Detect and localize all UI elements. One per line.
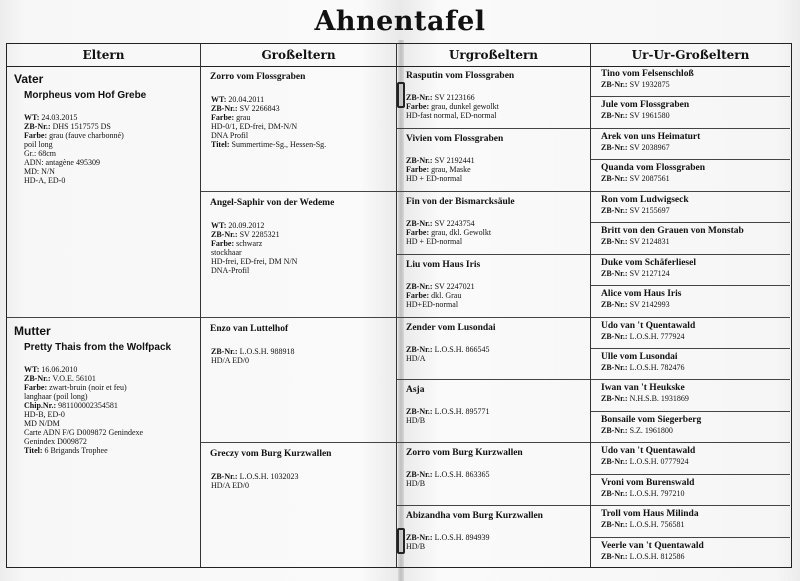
detail-value: L.O.S.H. 866545	[432, 344, 490, 354]
detail-line	[24, 365, 200, 374]
detail-line	[406, 219, 590, 228]
detail-value: SV 2127124	[627, 268, 670, 278]
detail-line	[211, 95, 396, 104]
detail-value: 6 Brigands Trophee	[42, 445, 108, 455]
detail-value: L.O.S.H. 1032023	[237, 472, 299, 482]
parent-role: Vater	[14, 72, 44, 86]
detail-line	[601, 363, 790, 372]
detail-key: ZB-Nr.:	[406, 218, 433, 228]
detail-line	[24, 158, 200, 167]
detail-line	[406, 354, 590, 363]
dog-name: Zorro vom Burg Kurzwallen	[406, 448, 523, 459]
dog-name: Vroni vom Burenswald	[601, 477, 695, 488]
dog-name: Zorro vom Flossgraben	[210, 72, 306, 82]
dog-name: Ron vom Ludwigseck	[601, 194, 689, 205]
detail-value: HD/A ED/0	[211, 481, 249, 491]
detail-line	[211, 140, 396, 149]
detail-value: HD + ED-normal	[406, 173, 463, 183]
dog-name: Vivien vom Flossgraben	[406, 133, 504, 144]
detail-key: ZB-Nr.:	[601, 425, 628, 435]
detail-key: Titel:	[211, 140, 230, 149]
pedigree-cell	[591, 349, 790, 380]
detail-line	[601, 174, 790, 183]
detail-line	[211, 248, 396, 257]
detail-block	[210, 347, 396, 365]
detail-value: L.O.S.H. 782476	[627, 362, 685, 372]
detail-line	[601, 300, 790, 309]
pedigree-cell	[7, 66, 200, 318]
detail-value: SV 2142993	[627, 300, 670, 310]
detail-line	[24, 122, 200, 131]
detail-line	[406, 111, 590, 120]
detail-line	[601, 111, 790, 120]
detail-value: L.O.S.H. 0777924	[627, 457, 689, 467]
pedigree-cell	[397, 506, 590, 569]
dog-name: Arek von uns Heimaturt	[601, 131, 701, 142]
detail-value: SV 2038967	[627, 142, 670, 152]
detail-key: WT:	[211, 95, 227, 104]
detail-value: Carte ADN F/G D009872 Genindexe	[24, 427, 144, 437]
pedigree-cell	[591, 129, 790, 160]
detail-line	[24, 176, 200, 185]
detail-line	[24, 374, 200, 383]
detail-line	[211, 221, 396, 230]
detail-value: HD/B	[406, 542, 426, 552]
pedigree-cell	[397, 380, 590, 443]
detail-value: SV 2285321	[237, 229, 280, 239]
detail-value: HD-B, ED-0	[24, 409, 65, 419]
dog-name: Udo van 't Quentawald	[601, 446, 696, 457]
detail-value: langhaar (poil long)	[24, 391, 88, 401]
pedigree-cell	[397, 66, 590, 129]
detail-key: ZB-Nr.:	[24, 373, 51, 383]
detail-value: grau, dunkel gewolkt	[429, 102, 499, 111]
detail-value: L.O.S.H. 895771	[432, 407, 490, 417]
detail-value: L.O.S.H. 894939	[432, 533, 490, 543]
detail-line	[406, 345, 590, 354]
detail-key: ZB-Nr.:	[601, 394, 628, 404]
detail-key: ZB-Nr.:	[211, 472, 238, 482]
pedigree-cell	[591, 286, 790, 317]
dog-name: Enzo van Luttelhof	[210, 323, 289, 334]
detail-key: ZB-Nr.:	[24, 122, 51, 131]
header-grandparents: Großeltern	[201, 44, 396, 67]
dog-name: Britt von den Grauen von Monstab	[601, 226, 744, 237]
detail-value: V.O.E. 56101	[50, 373, 96, 383]
pedigree-cell	[397, 192, 590, 255]
pedigree-cell	[591, 318, 790, 349]
detail-value: L.O.S.H. 863365	[432, 470, 490, 480]
detail-key: ZB-Nr.:	[601, 205, 628, 215]
detail-line	[24, 419, 200, 428]
detail-value: HD + ED-normal	[406, 236, 463, 246]
detail-value: SV 1961580	[627, 111, 670, 121]
detail-value: SV 2266843	[237, 104, 280, 113]
detail-value: Gr.: 68cm	[24, 149, 56, 158]
detail-value: L.O.S.H. 756581	[627, 520, 685, 530]
detail-line	[24, 167, 200, 176]
column-parents	[7, 44, 200, 567]
detail-key: Titel:	[24, 445, 43, 455]
detail-key: Chip.Nr.:	[24, 400, 57, 410]
detail-line	[211, 131, 396, 140]
detail-line	[601, 394, 790, 403]
detail-line	[406, 165, 590, 174]
detail-line	[24, 446, 200, 455]
detail-key: Farbe:	[211, 113, 235, 122]
detail-value: SV 2247021	[432, 281, 475, 291]
detail-line	[211, 481, 396, 490]
detail-line	[406, 282, 590, 291]
pedigree-cell	[591, 223, 790, 254]
pedigree-table	[6, 43, 792, 568]
dog-name: Alice vom Haus Iris	[601, 289, 682, 300]
pedigree-cell	[397, 318, 590, 381]
detail-value: Summertime-Sg., Hessen-Sg.	[229, 140, 327, 149]
pedigree-cell	[591, 380, 790, 411]
detail-line	[601, 269, 790, 278]
pedigree-cell	[591, 160, 790, 191]
detail-key: ZB-Nr.:	[211, 104, 238, 113]
page-title: Ahnentafel	[314, 6, 486, 37]
detail-key: WT:	[24, 113, 40, 122]
dog-name: Quanda vom Flossgraben	[601, 163, 705, 174]
dog-name: Iwan van 't Heukske	[601, 383, 685, 394]
detail-key: ZB-Nr.:	[601, 488, 628, 498]
detail-key: ZB-Nr.:	[601, 300, 628, 310]
detail-key: ZB-Nr.:	[601, 551, 628, 561]
dog-name: Fin von der Bismarcksäule	[406, 196, 515, 207]
detail-value: 20.04.2011	[226, 95, 265, 104]
detail-value: SV 2192441	[432, 155, 475, 165]
detail-line	[406, 174, 590, 183]
detail-line	[601, 332, 790, 341]
detail-value: HD/A	[406, 353, 426, 363]
pedigree-cell	[591, 538, 790, 569]
detail-key: ZB-Nr.:	[601, 331, 628, 341]
detail-key: ZB-Nr.:	[601, 268, 628, 278]
detail-value: SV 2087561	[627, 174, 670, 184]
detail-key: ZB-Nr.:	[601, 80, 628, 89]
dog-name: Pretty Thais from the Wolfpack	[24, 341, 172, 353]
detail-value: MD: N/N	[24, 167, 55, 176]
pedigree-cell	[591, 443, 790, 474]
staple	[397, 82, 405, 108]
detail-value: S.Z. 1961800	[627, 425, 673, 435]
detail-line	[211, 122, 396, 131]
detail-line	[24, 437, 200, 446]
detail-key: ZB-Nr.:	[601, 111, 628, 121]
detail-key: ZB-Nr.:	[211, 229, 238, 239]
dog-name: Angel-Saphir von der Wedeme	[210, 197, 335, 208]
dog-name: Liu vom Haus Iris	[406, 259, 481, 270]
detail-line	[211, 347, 396, 356]
detail-value: HD/B	[406, 479, 426, 489]
detail-value: SV 2243754	[432, 218, 475, 228]
pedigree-cell	[591, 506, 790, 537]
detail-line	[211, 257, 396, 266]
pedigree-cell	[7, 318, 200, 570]
pedigree-cell	[201, 443, 396, 569]
header-great-grandparents: Urgroßeltern	[397, 44, 590, 67]
staple	[397, 528, 405, 554]
detail-key: WT:	[24, 364, 40, 374]
detail-value: grau, dkl. Gewolkt	[429, 227, 492, 237]
detail-value: HD/B	[406, 416, 426, 426]
detail-value: SV 2123166	[432, 93, 475, 102]
detail-value: grau (fauve charbonné)	[47, 131, 124, 140]
detail-line	[601, 237, 790, 246]
pedigree-cell	[591, 97, 790, 128]
detail-value: ADN: antagène 495309	[24, 158, 100, 167]
detail-value: HD-A, ED-0	[24, 176, 66, 185]
column-great-grandparents	[396, 44, 590, 567]
parent-role: Mutter	[14, 323, 51, 338]
detail-block	[210, 221, 396, 275]
detail-line	[406, 93, 590, 102]
column-great-great-grandparents	[590, 44, 790, 567]
detail-value: poil long	[24, 140, 53, 149]
dog-name: Zender vom Lusondai	[406, 322, 496, 333]
parent-block	[14, 342, 200, 455]
detail-key: ZB-Nr.:	[601, 237, 628, 247]
detail-line	[24, 401, 200, 410]
detail-key: ZB-Nr.:	[601, 457, 628, 467]
detail-line	[601, 457, 790, 466]
detail-key: Farbe:	[211, 238, 235, 248]
detail-line	[406, 533, 590, 542]
pedigree-cell	[591, 412, 790, 443]
dog-name: Duke vom Schäferliesel	[601, 257, 696, 268]
detail-value: 16.06.2010	[39, 364, 78, 374]
detail-key: Farbe:	[406, 227, 430, 237]
detail-value: stockhaar	[211, 247, 242, 257]
detail-key: ZB-Nr.:	[211, 346, 238, 356]
pedigree-cell	[397, 255, 590, 318]
detail-line	[406, 542, 590, 551]
detail-line	[24, 113, 200, 122]
detail-value: SV 2124831	[627, 237, 670, 247]
pedigree-cell	[201, 192, 396, 318]
detail-value: HD-0/1, ED-frei, DM-N/N	[211, 122, 298, 131]
detail-key: ZB-Nr.:	[406, 93, 433, 102]
detail-value: L.O.S.H. 988918	[237, 346, 295, 356]
pedigree-cell	[591, 192, 790, 223]
detail-value: HD/A ED/0	[211, 355, 249, 365]
detail-value: 24.03.2015	[39, 113, 78, 122]
detail-key: Farbe:	[406, 102, 430, 111]
detail-value: SV 1932875	[627, 80, 670, 89]
detail-value: MD N/DM	[24, 418, 60, 428]
detail-line	[211, 230, 396, 239]
detail-line	[601, 143, 790, 152]
detail-line	[601, 80, 790, 89]
pedigree-cell	[591, 66, 790, 97]
detail-line	[24, 140, 200, 149]
detail-block	[210, 472, 396, 490]
dog-name: Asja	[406, 385, 425, 396]
dog-name: Udo van 't Quentawald	[601, 320, 696, 331]
detail-line	[601, 426, 790, 435]
detail-line	[211, 356, 396, 365]
detail-value: grau	[234, 113, 251, 122]
detail-line	[24, 392, 200, 401]
column-grandparents	[200, 44, 396, 567]
dog-name: Jule vom Flossgraben	[601, 100, 690, 111]
dog-name: Greczy vom Burg Kurzwallen	[210, 449, 332, 460]
detail-key: ZB-Nr.:	[601, 362, 628, 372]
detail-line	[406, 407, 590, 416]
detail-value: 981100002354581	[56, 400, 118, 410]
detail-line	[211, 266, 396, 275]
dog-name: Tino vom Felsenschloß	[601, 69, 694, 79]
detail-line	[406, 470, 590, 479]
detail-value: dkl. Grau	[429, 290, 462, 300]
dog-name: Morpheus vom Hof Grebe	[24, 90, 147, 101]
dog-name: Rasputin vom Flossgraben	[406, 71, 515, 81]
dog-name: Veerle van 't Quentawald	[601, 540, 704, 551]
pedigree-cell	[201, 66, 396, 192]
detail-line	[211, 472, 396, 481]
detail-line	[406, 102, 590, 111]
detail-line	[406, 228, 590, 237]
parent-block	[14, 90, 200, 185]
detail-line	[211, 104, 396, 113]
detail-line	[406, 237, 590, 246]
pedigree-cell	[397, 443, 590, 506]
detail-line	[406, 300, 590, 309]
detail-value: 20.09.2012	[226, 220, 265, 230]
detail-key: ZB-Nr.:	[601, 520, 628, 530]
detail-line	[601, 206, 790, 215]
detail-key: ZB-Nr.:	[601, 174, 628, 184]
detail-line	[601, 489, 790, 498]
detail-value: HD-frei, ED-frei, DM N/N	[211, 256, 298, 266]
detail-key: Farbe:	[24, 382, 48, 392]
detail-key: ZB-Nr.:	[406, 533, 433, 543]
detail-key: ZB-Nr.:	[406, 155, 433, 165]
detail-value: Genindex D009872	[24, 436, 87, 446]
header-parents: Eltern	[7, 44, 200, 67]
detail-line	[24, 149, 200, 158]
detail-line	[24, 428, 200, 437]
detail-key: ZB-Nr.:	[406, 407, 433, 417]
detail-value: L.O.S.H. 777924	[627, 331, 685, 341]
detail-line	[24, 410, 200, 419]
detail-line	[406, 291, 590, 300]
dog-name: Ulle vom Lusondai	[601, 351, 678, 362]
detail-value: DNA-Profil	[211, 265, 250, 275]
detail-line	[211, 239, 396, 248]
detail-value: HD-fast normal, ED-normal	[406, 111, 497, 120]
detail-value: DHS 1517575 DS	[50, 122, 111, 131]
detail-line	[211, 113, 396, 122]
detail-line	[601, 520, 790, 529]
detail-value: zwart-bruin (noir et feu)	[47, 382, 127, 392]
pedigree-cell	[397, 129, 590, 192]
detail-line	[24, 131, 200, 140]
detail-line	[406, 416, 590, 425]
detail-value: N.H.S.B. 1931869	[627, 394, 689, 404]
pedigree-cell	[591, 475, 790, 506]
dog-name: Bonsaile vom Siegerberg	[601, 414, 702, 425]
detail-value: L.O.S.H. 812586	[627, 551, 685, 561]
detail-line	[24, 383, 200, 392]
detail-value: L.O.S.H. 797210	[627, 488, 685, 498]
dog-name: Abizandha vom Burg Kurzwallen	[406, 511, 543, 522]
detail-value: grau, Maske	[429, 164, 471, 174]
detail-key: Farbe:	[24, 131, 48, 140]
pedigree-cell	[591, 255, 790, 286]
header-great-great-grandparents: Ur-Ur-Großeltern	[591, 44, 790, 67]
detail-key: ZB-Nr.:	[406, 344, 433, 354]
detail-line	[601, 552, 790, 561]
pedigree-cell	[201, 318, 396, 444]
detail-key: ZB-Nr.:	[406, 470, 433, 480]
detail-key: ZB-Nr.:	[406, 281, 433, 291]
detail-line	[406, 156, 590, 165]
detail-value: SV 2155697	[627, 205, 670, 215]
detail-value: schwarz	[234, 238, 263, 248]
detail-key: ZB-Nr.:	[601, 142, 628, 152]
detail-line	[406, 479, 590, 488]
detail-value: DNA Profil	[211, 131, 249, 140]
detail-key: Farbe:	[406, 290, 430, 300]
detail-value: HD+ED-normal	[406, 299, 459, 309]
detail-block	[210, 95, 396, 149]
detail-key: Farbe:	[406, 164, 430, 174]
dog-name: Troll vom Haus Milinda	[601, 509, 699, 520]
detail-key: WT:	[211, 220, 227, 230]
